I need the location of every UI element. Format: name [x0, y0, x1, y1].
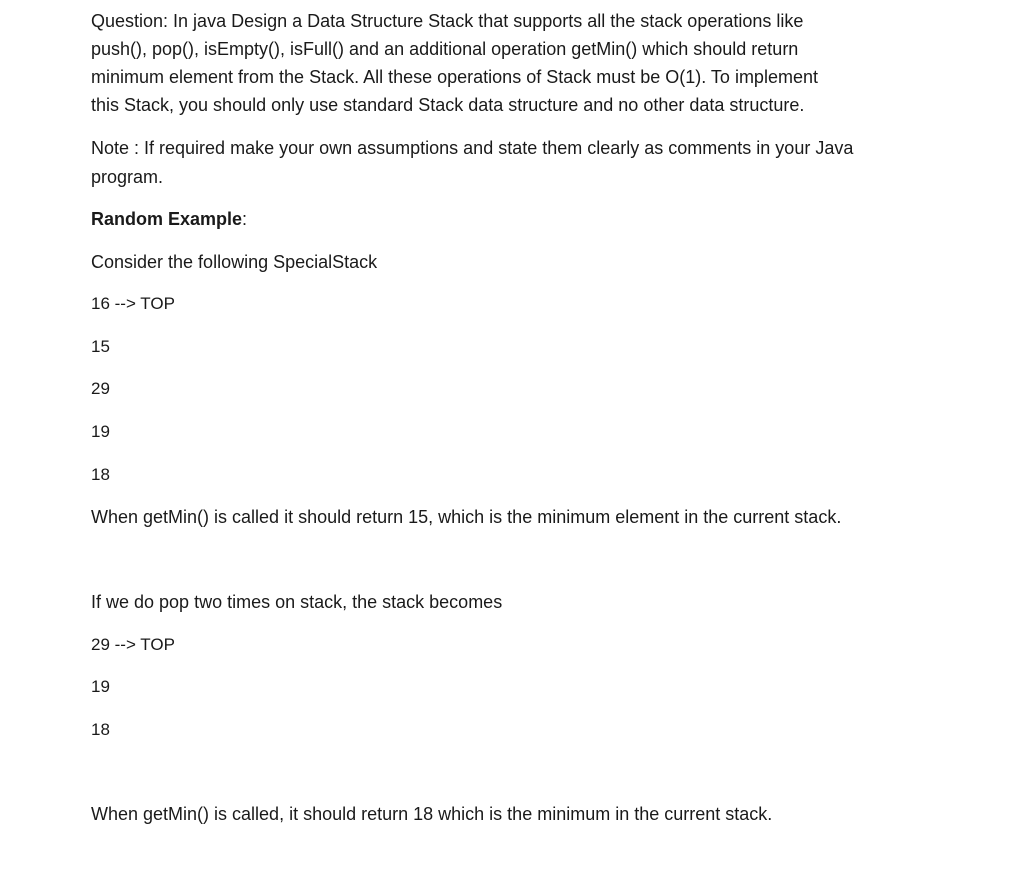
stack1-item: 15 — [91, 337, 110, 356]
stack2-item: 19 — [91, 677, 110, 696]
stack1-item-top: 16 --> TOP — [91, 294, 175, 313]
stack1-item: 29 — [91, 379, 110, 398]
note-line-2: program. — [91, 167, 164, 187]
note-line-1: Note : If required make your own assumptions and state them clearly as comments in your Java — [91, 138, 854, 158]
example-intro: Consider the following SpecialStack — [91, 252, 378, 272]
question-line-2: push(), pop(), isEmpty(), isFull() and an additional operation getMin() which should return — [91, 39, 799, 59]
result-2: When getMin() is called, it should return 18 which is the minimum in the current stack. — [91, 804, 773, 824]
stack1-item: 18 — [91, 465, 110, 484]
result-1: When getMin() is called it should return 15, which is the minimum element in the current stack. — [91, 507, 842, 527]
stack1-item: 19 — [91, 422, 110, 441]
stack2-item: 18 — [91, 720, 110, 739]
pop-text: If we do pop two times on stack, the stack becomes — [91, 592, 503, 612]
question-line-3: minimum element from the Stack. All these operations of Stack must be O(1). To implement — [91, 67, 818, 87]
question-line-1: Question: In java Design a Data Structure Stack that supports all the stack operations like — [91, 11, 804, 31]
example-heading — [91, 205, 247, 233]
example-heading-colon: : — [242, 209, 248, 229]
example-heading-text: Random Example — [91, 209, 243, 229]
stack2-item-top: 29 --> TOP — [91, 635, 175, 654]
question-line-4: this Stack, you should only use standard Stack data structure and no other data structure. — [91, 95, 805, 115]
